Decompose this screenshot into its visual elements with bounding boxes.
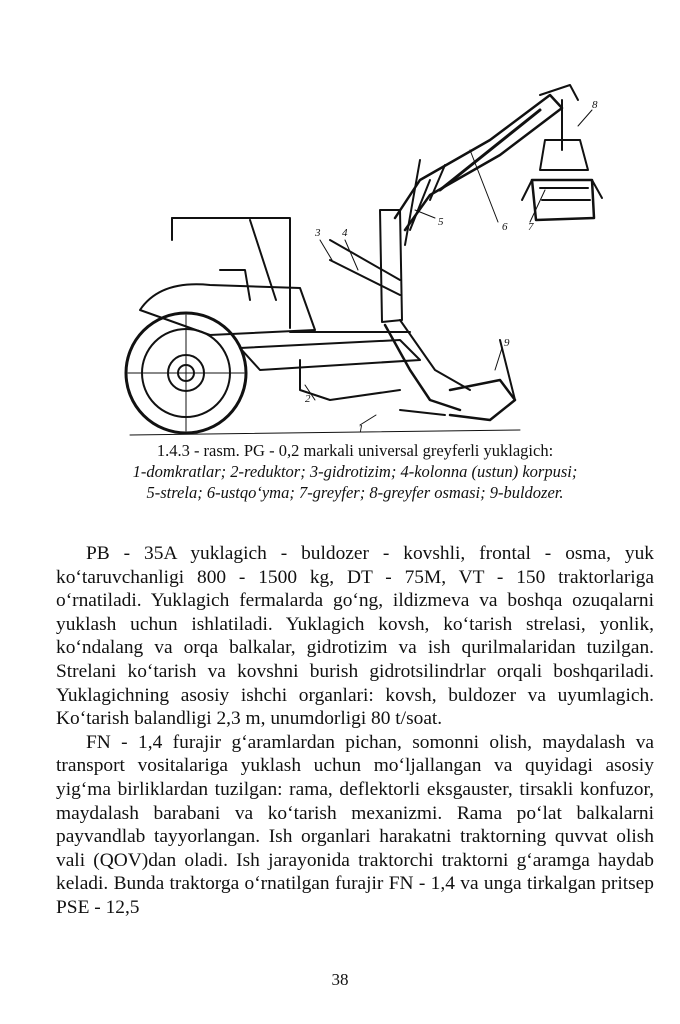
figure-label-4: 4	[342, 227, 348, 239]
figure-label-1: 1	[358, 423, 364, 435]
loader-figure	[100, 70, 620, 440]
loader-illustration	[100, 70, 620, 440]
figure-label-9: 9	[504, 337, 510, 349]
figure-label-7: 7	[528, 221, 534, 233]
caption-title: 1.4.3 - rasm. PG - 0,2 markali universal greyferli yuklagich:	[156, 441, 554, 460]
caption-legend-line-1: 1-domkratlar; 2-reduktor; 3-gidrotizim; 4-kolonna (ustun) korpusi;	[132, 462, 578, 481]
paragraph-2: FN - 1,4 furajir g‘aramlardan pichan, somonni olish, maydalash va transport vositalariga yuklash uchun mo‘ljallangan va quyidagi asosiy yig‘ma birliklardan tuzilgan: rama, deflektorli eksgauster, tirsakli konfuzor, maydalash barabani va ko‘tarish mexanizmi. Rama po‘lat balkalarni payvandlab tayyorlangan. Ish organlari harakatni traktorning quvvat olish vali (QOV)dan oladi. Ish jarayonida traktorchi traktorni g‘aramga haydab keladi. Bunda traktorga o‘rnatilgan furajir FN - 1,4 va unga tirkalgan pritsep PSE - 12,5	[56, 731, 654, 918]
figure-caption	[70, 440, 640, 503]
page-number: 38	[331, 970, 349, 989]
body-text	[56, 542, 654, 920]
figure-label-6: 6	[502, 221, 508, 233]
figure-label-2: 2	[305, 393, 311, 405]
figure-label-3: 3	[315, 227, 321, 239]
caption-legend-line-2: 5-strela; 6-ustqo‘yma; 7-greyfer; 8-greyfer osmasi; 9-buldozer.	[146, 483, 564, 502]
figure-label-8: 8	[592, 99, 598, 111]
paragraph-1: PB - 35A yuklagich - buldozer - kovshli, frontal - osma, yuk ko‘taruvchanligi 800 - 1500 kg, DT - 75M, VT - 150 traktorlariga o‘rnatiladi. Yuklagich fermalarda go‘ng, ildizmeva va boshqa ozuqalarni yuklash uchun ishlatiladi. Yuklagich kovsh, ko‘tarish strelasi, yonlik, ko‘ndalang va orqa balkalar, gidrotizim va ish qurilmalaridan tuzilgan. Strelani ko‘tarish va kovshni burish gidrotsilindrlar orqali boshqariladi. Yuklagichning asosiy ishchi organlari: kovsh, buldozer va uyumlagich. Ko‘tarish balandligi 2,3 m, unumdorligi 80 t/soat.	[56, 543, 654, 730]
figure-label-5: 5	[438, 216, 444, 228]
